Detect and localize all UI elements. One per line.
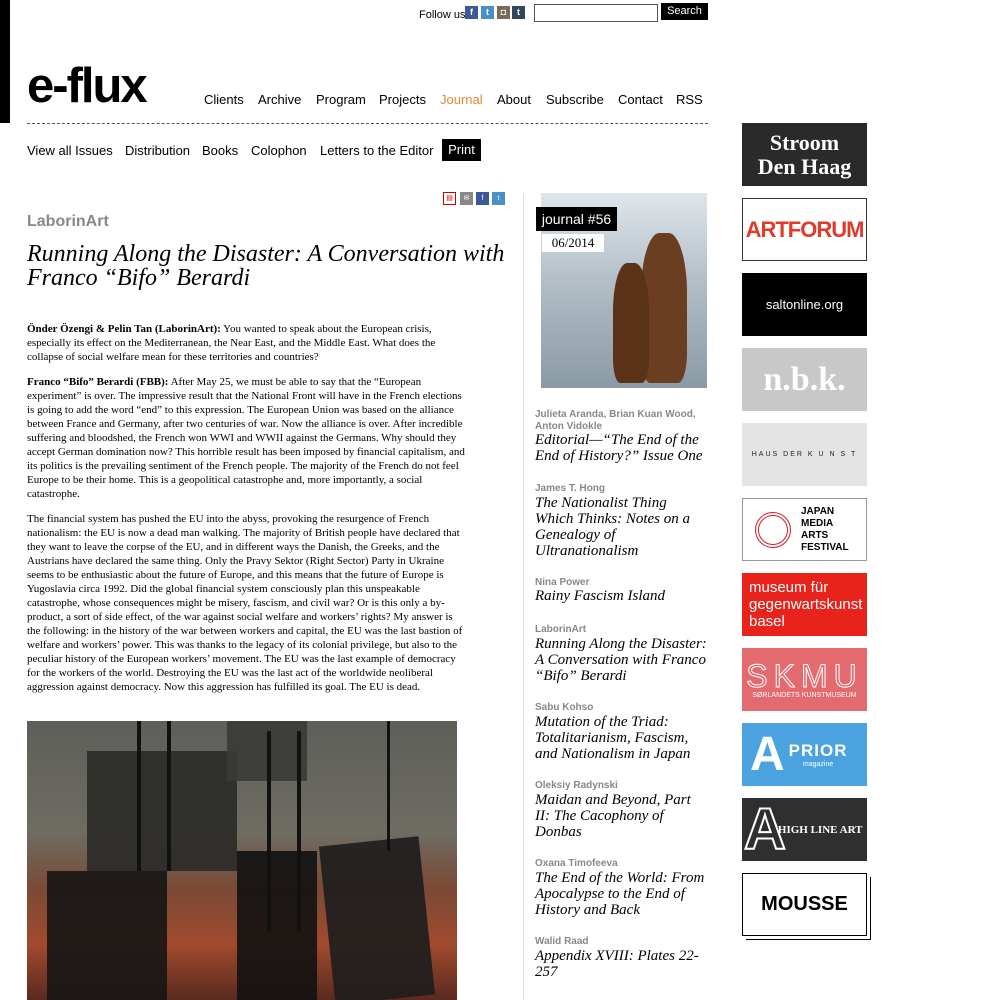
toc-title[interactable]: Maidan and Beyond, Part II: The Cacophony of Donbas bbox=[535, 792, 691, 840]
toc-title[interactable]: The Nationalist Thing Which Thinks: Notes on a Genealogy of Ultranationalism bbox=[535, 495, 690, 559]
article-image bbox=[27, 721, 457, 1000]
left-black-bar bbox=[0, 0, 10, 123]
ad-museum-basel[interactable] bbox=[742, 573, 867, 636]
issue-label: journal #56 bbox=[536, 207, 617, 231]
paragraph bbox=[27, 322, 467, 364]
toc-title[interactable]: Rainy Fascism Island bbox=[535, 588, 665, 604]
ad-mousse[interactable] bbox=[742, 873, 867, 936]
ad-skmu[interactable] bbox=[742, 648, 867, 711]
twitter-icon[interactable]: t bbox=[492, 192, 505, 205]
spiral-logo-icon bbox=[755, 512, 791, 548]
print-button[interactable]: Print bbox=[442, 139, 481, 161]
ad-text: museum für gegenwartskunst basel bbox=[749, 579, 863, 630]
ad-japan-media-arts[interactable] bbox=[742, 498, 867, 561]
search-button[interactable]: Search bbox=[661, 3, 708, 20]
toc-title[interactable]: Running Along the Disaster: A Conversation with Franco “Bifo” Berardi bbox=[535, 636, 707, 684]
nav-contact[interactable]: Contact bbox=[618, 92, 663, 107]
nav-rss[interactable]: RSS bbox=[676, 92, 703, 107]
nav-journal[interactable]: Journal bbox=[440, 92, 483, 107]
tumblr-icon[interactable]: t bbox=[512, 6, 525, 19]
toc-title[interactable]: Mutation of the Triad: Totalitarianism, Fascism, and Nationalism in Japan bbox=[535, 714, 691, 762]
subnav-colophon[interactable]: Colophon bbox=[251, 143, 307, 158]
toc-author: Nina Power bbox=[535, 577, 590, 588]
toc-author: Oxana Timofeeva bbox=[535, 858, 618, 869]
email-icon[interactable]: ✉ bbox=[460, 192, 473, 205]
pdf-icon[interactable]: ▤ bbox=[443, 192, 456, 205]
ad-salt[interactable] bbox=[742, 273, 867, 336]
article-section[interactable]: LaborinArt bbox=[27, 213, 109, 230]
subnav-books[interactable]: Books bbox=[202, 143, 239, 158]
ad-text: Den Haag bbox=[757, 153, 852, 179]
facebook-icon[interactable]: f bbox=[476, 192, 489, 205]
subnav-distribution[interactable]: Distribution bbox=[125, 143, 191, 158]
ad-text: PRIOR bbox=[788, 741, 848, 760]
paragraph-text: You wanted to speak about the European crisis, especially its effect on the Mediterranean, the Near East, and the Middle East. What does the collapse of social welfare mean for these territories and countries? bbox=[27, 323, 436, 363]
toc-title[interactable]: The End of the World: From Apocalypse to the End of History and Back bbox=[535, 870, 705, 918]
ad-text: HAUS DER K U N S T bbox=[751, 451, 858, 458]
nav-program[interactable]: Program bbox=[316, 92, 366, 107]
a-prior-wordmark bbox=[789, 741, 848, 768]
ad-text: JAPAN MEDIA ARTS FESTIVAL bbox=[801, 505, 849, 553]
high-line-logo-icon: A bbox=[744, 796, 786, 862]
ad-stroom-den-haag[interactable] bbox=[742, 123, 867, 186]
nav-clients[interactable]: Clients bbox=[204, 92, 244, 107]
toc-title[interactable]: Appendix XVIII: Plates 22-257 bbox=[535, 948, 699, 980]
toc-author: Oleksiy Radynski bbox=[535, 780, 618, 791]
toc-author: Sabu Kohso bbox=[535, 702, 594, 713]
subnav-letters-to-editor[interactable]: Letters to the Editor bbox=[320, 143, 434, 158]
toc-author: Julieta Aranda, Brian Kuan Wood, Anton Vidokle bbox=[535, 409, 696, 432]
ad-text: HIGH LINE ART bbox=[777, 823, 863, 836]
speaker: Önder Özengi & Pelin Tan (LaborinArt): bbox=[27, 323, 221, 335]
article-body bbox=[27, 322, 467, 705]
ad-text: SØRLANDETS KUNSTMUSEUM bbox=[752, 692, 857, 699]
ad-text: MOUSSE bbox=[761, 893, 848, 915]
e-flux-logo[interactable]: e-flux bbox=[27, 59, 146, 113]
speaker: Franco “Bifo” Berardi (FBB): bbox=[27, 376, 169, 388]
nav-archive[interactable]: Archive bbox=[258, 92, 302, 107]
header-divider bbox=[27, 123, 708, 124]
article-title: Running Along the Disaster: A Conversation with Franco “Bifo” Berardi bbox=[27, 241, 505, 291]
subnav-view-all-issues[interactable]: View all Issues bbox=[27, 143, 113, 158]
facebook-icon[interactable]: f bbox=[465, 6, 478, 19]
nav-projects[interactable]: Projects bbox=[379, 92, 426, 107]
toc-author: Walid Raad bbox=[535, 936, 589, 947]
ad-high-line-art[interactable] bbox=[742, 798, 867, 861]
paragraph bbox=[27, 375, 467, 501]
ad-text: n.b.k. bbox=[763, 360, 846, 398]
ad-text: Stroom bbox=[769, 129, 840, 155]
toc-title[interactable]: Editorial—“The End of the End of History?” Issue One bbox=[535, 432, 703, 464]
paragraph-text: The financial system has pushed the EU into the abyss, provoking the resurgence of French nationalism: the EU is now a dead man walking. The majority of British people have declared that they want to leave the corpse of the EU, and in different ways the Danish, the Greeks, and the Austrians have declared the same thing. Only the Pravy Sektor (Right Sector) Party in Ukraine seems to be enthusiastic about the future of Europe, and this means that the future of Europe is Yugoslavia circa 1992. Did the global financial system consciously plan this unspeakable catastrophe, whose consequences might be misery, fascism, and civil war? Or is this only a by-product, a sort of side effect, of the war against social welfare and workers’ rights? My answer is the following: in the history of the war between workers and capital, the EU was the last bastion of welfare and workers’ power. This was thanks to the legacy of its colonial privilege, but also to the peculiar history of the European workers’ movement. The EU was the last example of democracy for the workers of the world. Destroying the EU was the last act of the worldwide neoliberal aggression against democracy. Now this aggression has fulfilled its goal. The EU is dead. bbox=[27, 513, 463, 693]
ad-text: saltonline.org bbox=[765, 297, 844, 312]
ad-text: SKMU bbox=[746, 658, 863, 694]
instagram-icon[interactable]: ◘ bbox=[497, 6, 510, 19]
toc-author: LaborinArt bbox=[535, 624, 587, 635]
paragraph bbox=[27, 512, 467, 694]
toc-author: James T. Hong bbox=[535, 483, 606, 494]
paragraph-text: After May 25, we must be able to say that the “European experiment” is over. The impressive result that the National Front will have in the French elections is going to add the word “end” to this expression. The European Union was based on the alliance between France and Germany, after two centuries of war. Now the alliance is over. After incredible suffering and bloodshed, the French won WWI and WWII against the Germans. Why should they accept German domination now? This horrible result has been imposed by financial capitalism, and its politics is the prevailing sentiment of the French people. The majority of the French do not feel Europe to be their home. This is a geopolitical catastrophe and, more importantly, a social catastrophe. bbox=[27, 376, 465, 500]
issue-date: 06/2014 bbox=[542, 234, 604, 252]
follow-us-label: Follow us bbox=[419, 9, 466, 21]
ad-text: ARTFORUM bbox=[745, 216, 864, 242]
ad-artforum[interactable] bbox=[742, 198, 867, 261]
ad-nbk[interactable] bbox=[742, 348, 867, 411]
ad-a-prior[interactable] bbox=[742, 723, 867, 786]
ad-haus-der-kunst[interactable] bbox=[742, 423, 867, 486]
column-divider bbox=[523, 193, 524, 1000]
ad-text: A bbox=[750, 727, 785, 781]
nav-subscribe[interactable]: Subscribe bbox=[546, 92, 604, 107]
search-input[interactable] bbox=[534, 4, 658, 22]
nav-about[interactable]: About bbox=[497, 92, 531, 107]
twitter-icon[interactable]: t bbox=[481, 6, 494, 19]
ad-text: magazine bbox=[802, 761, 834, 768]
